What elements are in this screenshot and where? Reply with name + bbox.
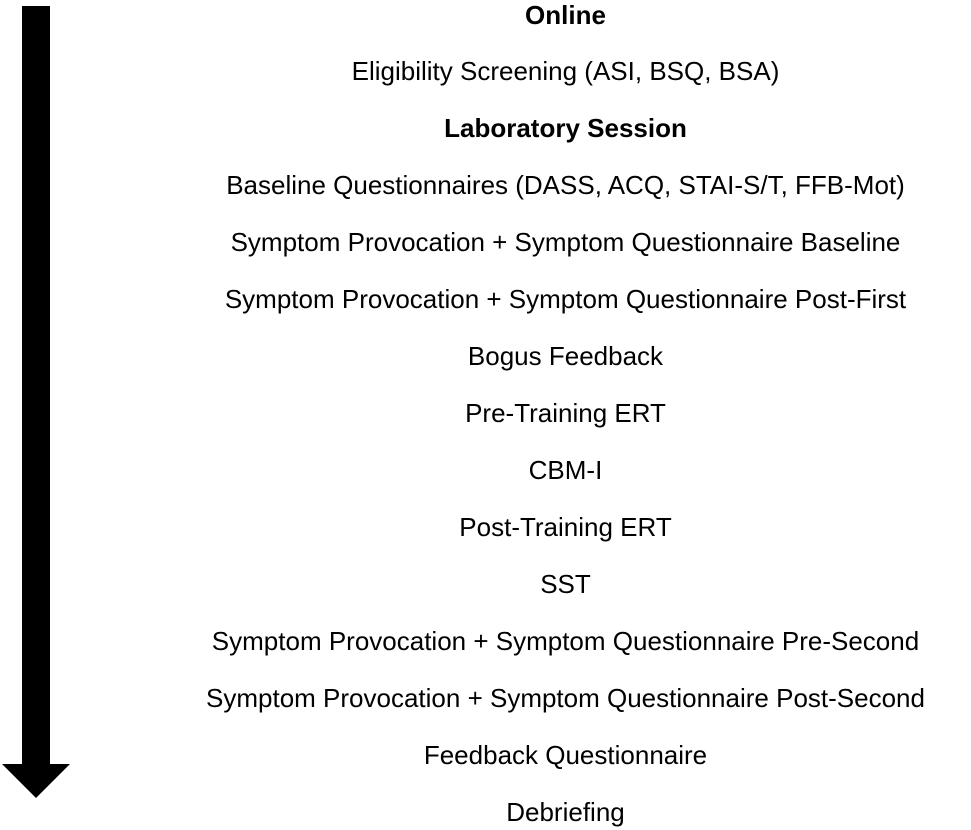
step-debriefing: Debriefing xyxy=(506,797,625,827)
step-eligibility-screening: Eligibility Screening (ASI, BSQ, BSA) xyxy=(351,56,780,86)
step-symptom-provocation-baseline: Symptom Provocation + Symptom Questionnaire Baseline xyxy=(230,227,901,257)
step-bogus-feedback: Bogus Feedback xyxy=(467,341,664,371)
step-symptom-provocation-post-first: Symptom Provocation + Symptom Questionnaire Post-First xyxy=(224,284,907,314)
step-post-training-ert: Post-Training ERT xyxy=(459,512,672,542)
section-heading-online: Online xyxy=(525,0,606,30)
step-symptom-provocation-post-second: Symptom Provocation + Symptom Questionnaire Post-Second xyxy=(206,683,925,713)
step-symptom-provocation-pre-second: Symptom Provocation + Symptom Questionnaire Pre-Second xyxy=(211,626,920,656)
step-sst: SST xyxy=(540,569,591,599)
step-feedback-questionnaire: Feedback Questionnaire xyxy=(423,740,708,770)
timeline-arrow xyxy=(0,0,80,830)
step-pre-training-ert: Pre-Training ERT xyxy=(465,398,666,428)
step-baseline-questionnaires: Baseline Questionnaires (DASS, ACQ, STAI-S/T, FFB-Mot) xyxy=(226,170,905,200)
section-heading-laboratory-session: Laboratory Session xyxy=(444,113,687,143)
timeline-arrow-shaft xyxy=(22,6,50,766)
timeline-arrow-head xyxy=(2,764,70,798)
step-cbm-i: CBM-I xyxy=(528,455,603,485)
